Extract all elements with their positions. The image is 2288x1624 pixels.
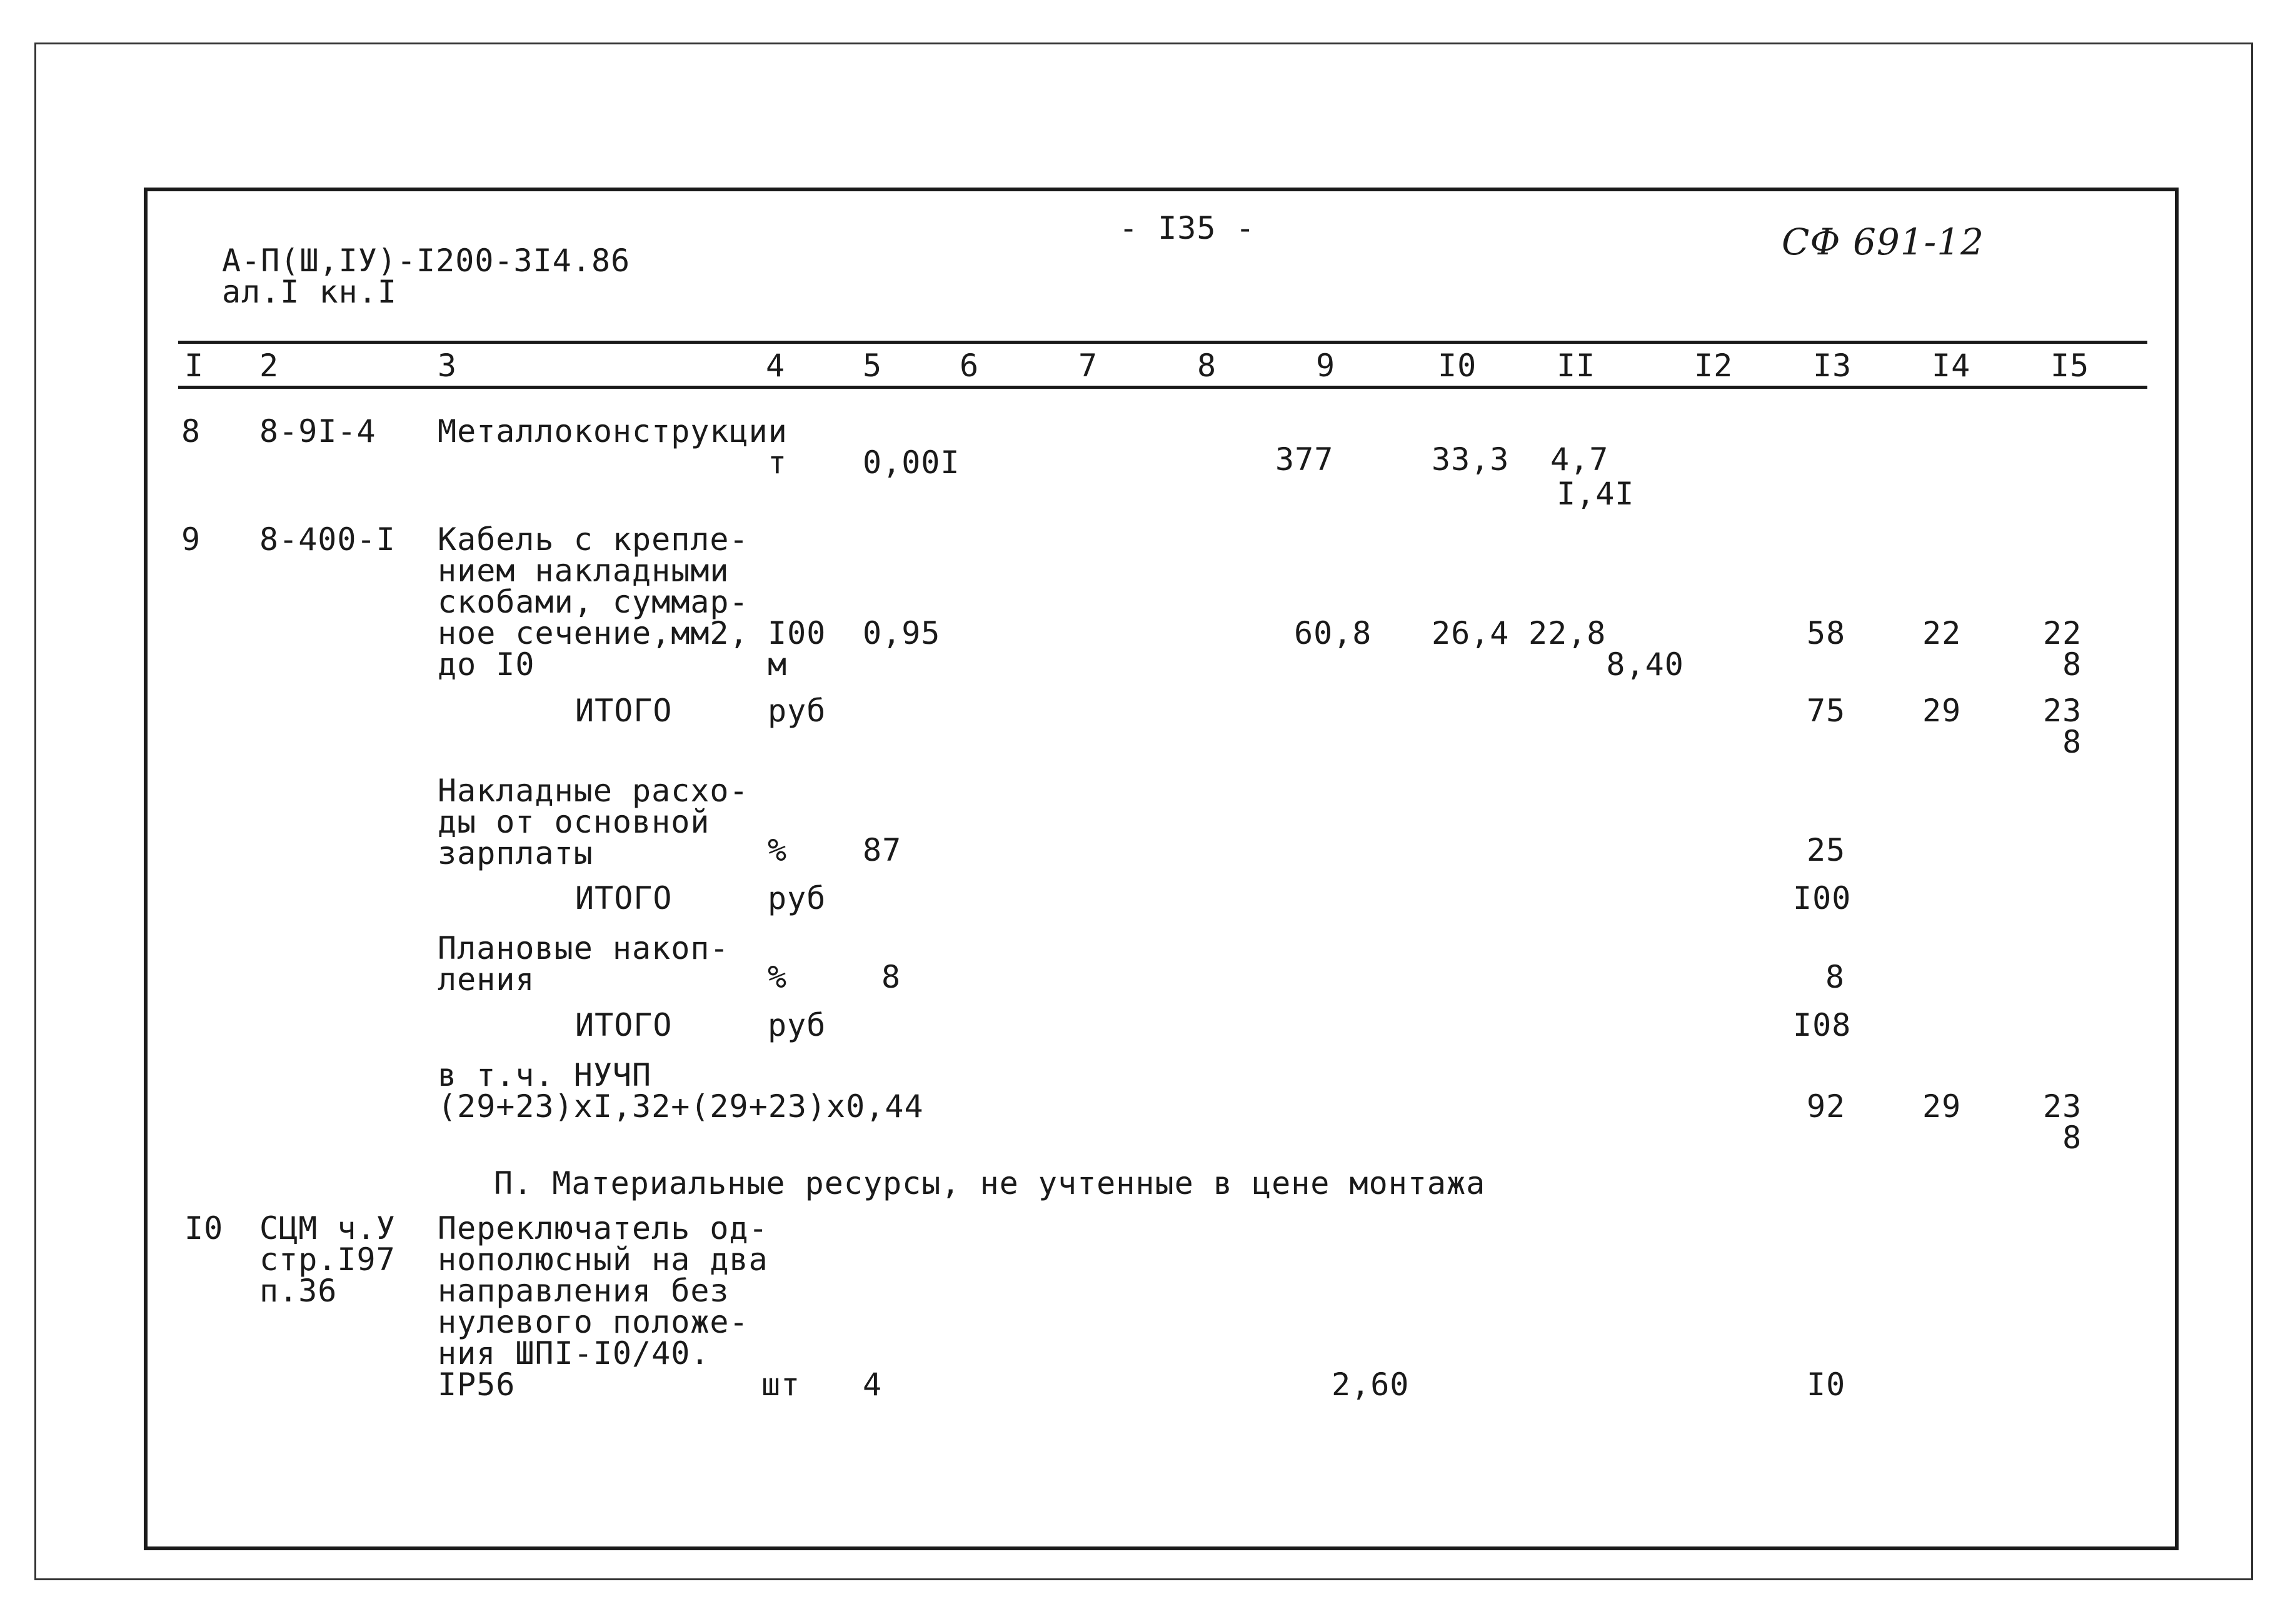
- col-header-8: 8: [1197, 348, 1217, 384]
- col-header-11: II: [1557, 348, 1596, 384]
- row9-col9: 60,8: [1294, 615, 1372, 651]
- itogo3-col13: І08: [1793, 1007, 1852, 1043]
- row9-col15: 22 8: [2043, 615, 2082, 683]
- itogo1-col14: 29: [1922, 693, 1962, 729]
- col-header-13: I3: [1813, 348, 1852, 384]
- nuchp-col14: 29: [1922, 1088, 1962, 1125]
- section2-title: П. Материальные ресурсы, не учтенные в цене монтажа: [494, 1165, 1486, 1201]
- row9-number: 9: [181, 521, 201, 558]
- row9-col11: 22,8 8,40: [1528, 615, 1684, 683]
- header-top-rule: [178, 341, 2147, 344]
- itogo2-unit: руб: [768, 880, 826, 916]
- row10-code: СЦМ ч.У стр.І97 п.36: [259, 1210, 396, 1309]
- col-header-4: 4: [766, 348, 786, 384]
- row8-number: 8: [181, 413, 201, 449]
- itogo3-unit: руб: [768, 1007, 826, 1043]
- handwritten-stamp: СФ 691-12: [1782, 221, 1985, 263]
- col-header-1: I: [184, 348, 204, 384]
- col-header-12: I2: [1694, 348, 1734, 384]
- col-header-10: I0: [1438, 348, 1477, 384]
- row8-col11-b: І,4І: [1557, 476, 1635, 512]
- row10-quantity: 4: [863, 1366, 883, 1403]
- overhead-col13: 25: [1807, 832, 1846, 868]
- col-header-3: 3: [438, 348, 458, 384]
- row8-col10: 33,3: [1432, 441, 1510, 478]
- row8-unit: т: [768, 444, 788, 481]
- itogo1-unit: руб: [768, 693, 826, 729]
- row10-col13: І0: [1807, 1366, 1846, 1403]
- album-label: ал.І кн.І: [222, 274, 397, 310]
- itogo2-col13: І00: [1793, 880, 1852, 916]
- row8-code: 8-9І-4: [259, 413, 376, 449]
- itogo2-label: ИТОГО: [575, 880, 673, 916]
- itogo1-col13: 75: [1807, 693, 1846, 729]
- row10-number: І0: [184, 1210, 224, 1246]
- row9-unit: І00 м: [768, 615, 826, 683]
- page-number: - І35 -: [1119, 210, 1255, 246]
- planned-unit: %: [768, 959, 788, 995]
- itogo1-col15: 23 8: [2043, 693, 2082, 760]
- row10-name: Переключатель од- нополюсный на два направления без нулевого положе- ния ШПІ-І0/40. ІР56: [438, 1210, 768, 1403]
- nuchp-formula: в т.ч. НУЧП (29+23)хІ,32+(29+23)х0,44: [438, 1057, 924, 1125]
- col-header-15: I5: [2050, 348, 2090, 384]
- row9-name: Кабель с крепле- нием накладными скобами, суммар- ное сечение,мм2, до І0: [438, 521, 749, 683]
- row9-col10: 26,4: [1432, 615, 1510, 651]
- row10-col9: 2,60: [1332, 1366, 1410, 1403]
- row9-col13: 58: [1807, 615, 1846, 651]
- col-header-7: 7: [1078, 348, 1098, 384]
- col-header-2: 2: [259, 348, 279, 384]
- col-header-5: 5: [863, 348, 883, 384]
- planned-col13: 8: [1825, 959, 1845, 995]
- overhead-name: Накладные расхо- ды от основной зарплаты: [438, 773, 749, 871]
- row8-col9: 377: [1275, 441, 1334, 478]
- col-header-9: 9: [1316, 348, 1336, 384]
- itogo1-label: ИТОГО: [575, 693, 673, 729]
- nuchp-col15: 23 8: [2043, 1088, 2082, 1156]
- overhead-unit: %: [768, 832, 788, 868]
- document-code: А-П(Ш,ІУ)-І200-3І4.86: [222, 243, 631, 279]
- row9-quantity: 0,95: [863, 615, 941, 651]
- header-bottom-rule: [178, 386, 2147, 389]
- row9-col14: 22: [1922, 615, 1962, 651]
- nuchp-col13: 92: [1807, 1088, 1846, 1125]
- overhead-value: 87: [863, 832, 902, 868]
- itogo3-label: ИТОГО: [575, 1007, 673, 1043]
- col-header-14: I4: [1932, 348, 1971, 384]
- row9-code: 8-400-І: [259, 521, 396, 558]
- row8-col11-a: 4,7: [1550, 441, 1609, 478]
- row10-unit: шт: [761, 1366, 801, 1403]
- planned-value: 8: [881, 959, 901, 995]
- col-header-6: 6: [960, 348, 980, 384]
- planned-name: Плановые накоп- ления: [438, 930, 730, 998]
- row8-quantity: 0,00І: [863, 444, 960, 481]
- row8-name: Металлоконструкции: [438, 413, 788, 449]
